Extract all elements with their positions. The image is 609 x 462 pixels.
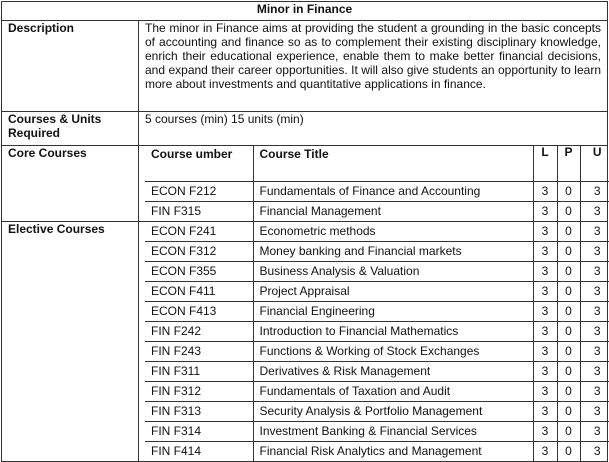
elective-courses-cell [139, 222, 608, 462]
course-p: 0 [557, 342, 580, 362]
course-number: ECON F212 [145, 182, 253, 202]
course-number: ECON F312 [145, 242, 253, 262]
header-course-title: Course Title [253, 146, 533, 182]
course-header-row [145, 146, 609, 182]
course-row [145, 342, 609, 362]
course-l: 3 [533, 442, 557, 462]
course-number: ECON F241 [145, 222, 253, 242]
course-number: FIN F311 [145, 362, 253, 382]
course-title: Financial Risk Analytics and Management [253, 442, 533, 462]
course-u: 3 [580, 422, 609, 442]
course-l: 3 [533, 362, 557, 382]
course-row [145, 282, 609, 302]
course-u: 3 [580, 322, 609, 342]
course-u: 3 [580, 282, 609, 302]
core-courses-cell [139, 146, 608, 222]
course-u: 3 [580, 362, 609, 382]
course-u: 3 [580, 262, 609, 282]
course-l: 3 [533, 262, 557, 282]
course-number: FIN F313 [145, 402, 253, 422]
course-l: 3 [533, 242, 557, 262]
course-title: Security Analysis & Portfolio Management [253, 402, 533, 422]
course-row [145, 202, 609, 222]
course-number: ECON F413 [145, 302, 253, 322]
course-title: Investment Banking & Financial Services [253, 422, 533, 442]
course-p: 0 [557, 282, 580, 302]
course-p: 0 [557, 262, 580, 282]
course-row [145, 322, 609, 342]
course-row [145, 362, 609, 382]
minor-finance-document [1, 1, 607, 457]
description-label: Description [2, 21, 139, 112]
course-p: 0 [557, 322, 580, 342]
course-u: 3 [580, 242, 609, 262]
description-text: The minor in Finance aims at providing the student a grounding in the basic concepts of accounting and finance so as to complement their existing disciplinary knowledge, enrich their educational experience, enable them to make better financial decisions, and expand their career opportunities. It will also give students an opportunity to learn more about investments and quantitative applications in finance. [139, 21, 608, 112]
course-number: FIN F312 [145, 382, 253, 402]
course-title: Derivatives & Risk Management [253, 362, 533, 382]
course-row [145, 302, 609, 322]
course-p: 0 [557, 402, 580, 422]
courses-units-row [2, 112, 608, 146]
course-l: 3 [533, 402, 557, 422]
course-l: 3 [533, 302, 557, 322]
course-title: Fundamentals of Taxation and Audit [253, 382, 533, 402]
course-u: 3 [580, 302, 609, 322]
course-row [145, 442, 609, 462]
course-u: 3 [580, 342, 609, 362]
elective-courses-table [145, 222, 609, 461]
course-u: 3 [580, 382, 609, 402]
description-row [2, 21, 608, 112]
course-u: 3 [580, 402, 609, 422]
course-row [145, 402, 609, 422]
elective-row [2, 222, 608, 462]
header-l: L [533, 146, 557, 182]
course-number: ECON F355 [145, 262, 253, 282]
course-p: 0 [557, 362, 580, 382]
course-l: 3 [533, 322, 557, 342]
course-u: 3 [580, 442, 609, 462]
table-title: Minor in Finance [2, 2, 608, 21]
course-row [145, 262, 609, 282]
course-l: 3 [533, 422, 557, 442]
course-row [145, 182, 609, 202]
course-number: FIN F243 [145, 342, 253, 362]
course-title: Business Analysis & Valuation [253, 262, 533, 282]
core-row [2, 146, 608, 222]
course-title: Introduction to Financial Mathematics [253, 322, 533, 342]
core-courses-table [145, 146, 609, 221]
course-p: 0 [557, 182, 580, 202]
course-p: 0 [557, 202, 580, 222]
course-number: FIN F242 [145, 322, 253, 342]
course-p: 0 [557, 222, 580, 242]
course-p: 0 [557, 382, 580, 402]
header-u: U [580, 146, 609, 182]
title-row [2, 2, 608, 21]
course-l: 3 [533, 342, 557, 362]
course-p: 0 [557, 302, 580, 322]
courses-units-label: Courses & Units Required [2, 112, 139, 146]
course-p: 0 [557, 422, 580, 442]
course-number: ECON F411 [145, 282, 253, 302]
course-u: 3 [580, 222, 609, 242]
course-row [145, 242, 609, 262]
header-course-number: Course umber [145, 146, 253, 182]
header-p: P [557, 146, 580, 182]
course-row [145, 382, 609, 402]
course-title: Project Appraisal [253, 282, 533, 302]
minor-table [1, 1, 608, 462]
course-l: 3 [533, 182, 557, 202]
core-label: Core Courses [2, 146, 139, 222]
course-title: Financial Engineering [253, 302, 533, 322]
course-l: 3 [533, 202, 557, 222]
course-number: FIN F314 [145, 422, 253, 442]
course-l: 3 [533, 382, 557, 402]
course-p: 0 [557, 242, 580, 262]
course-p: 0 [557, 442, 580, 462]
course-title: Functions & Working of Stock Exchanges [253, 342, 533, 362]
course-title: Financial Management [253, 202, 533, 222]
course-row [145, 422, 609, 442]
courses-units-value: 5 courses (min) 15 units (min) [139, 112, 608, 146]
elective-label: Elective Courses [2, 222, 139, 462]
course-row [145, 222, 609, 242]
course-u: 3 [580, 202, 609, 222]
course-l: 3 [533, 222, 557, 242]
course-title: Econometric methods [253, 222, 533, 242]
course-number: FIN F414 [145, 442, 253, 462]
course-u: 3 [580, 182, 609, 202]
course-title: Money banking and Financial markets [253, 242, 533, 262]
course-l: 3 [533, 282, 557, 302]
course-title: Fundamentals of Finance and Accounting [253, 182, 533, 202]
course-number: FIN F315 [145, 202, 253, 222]
